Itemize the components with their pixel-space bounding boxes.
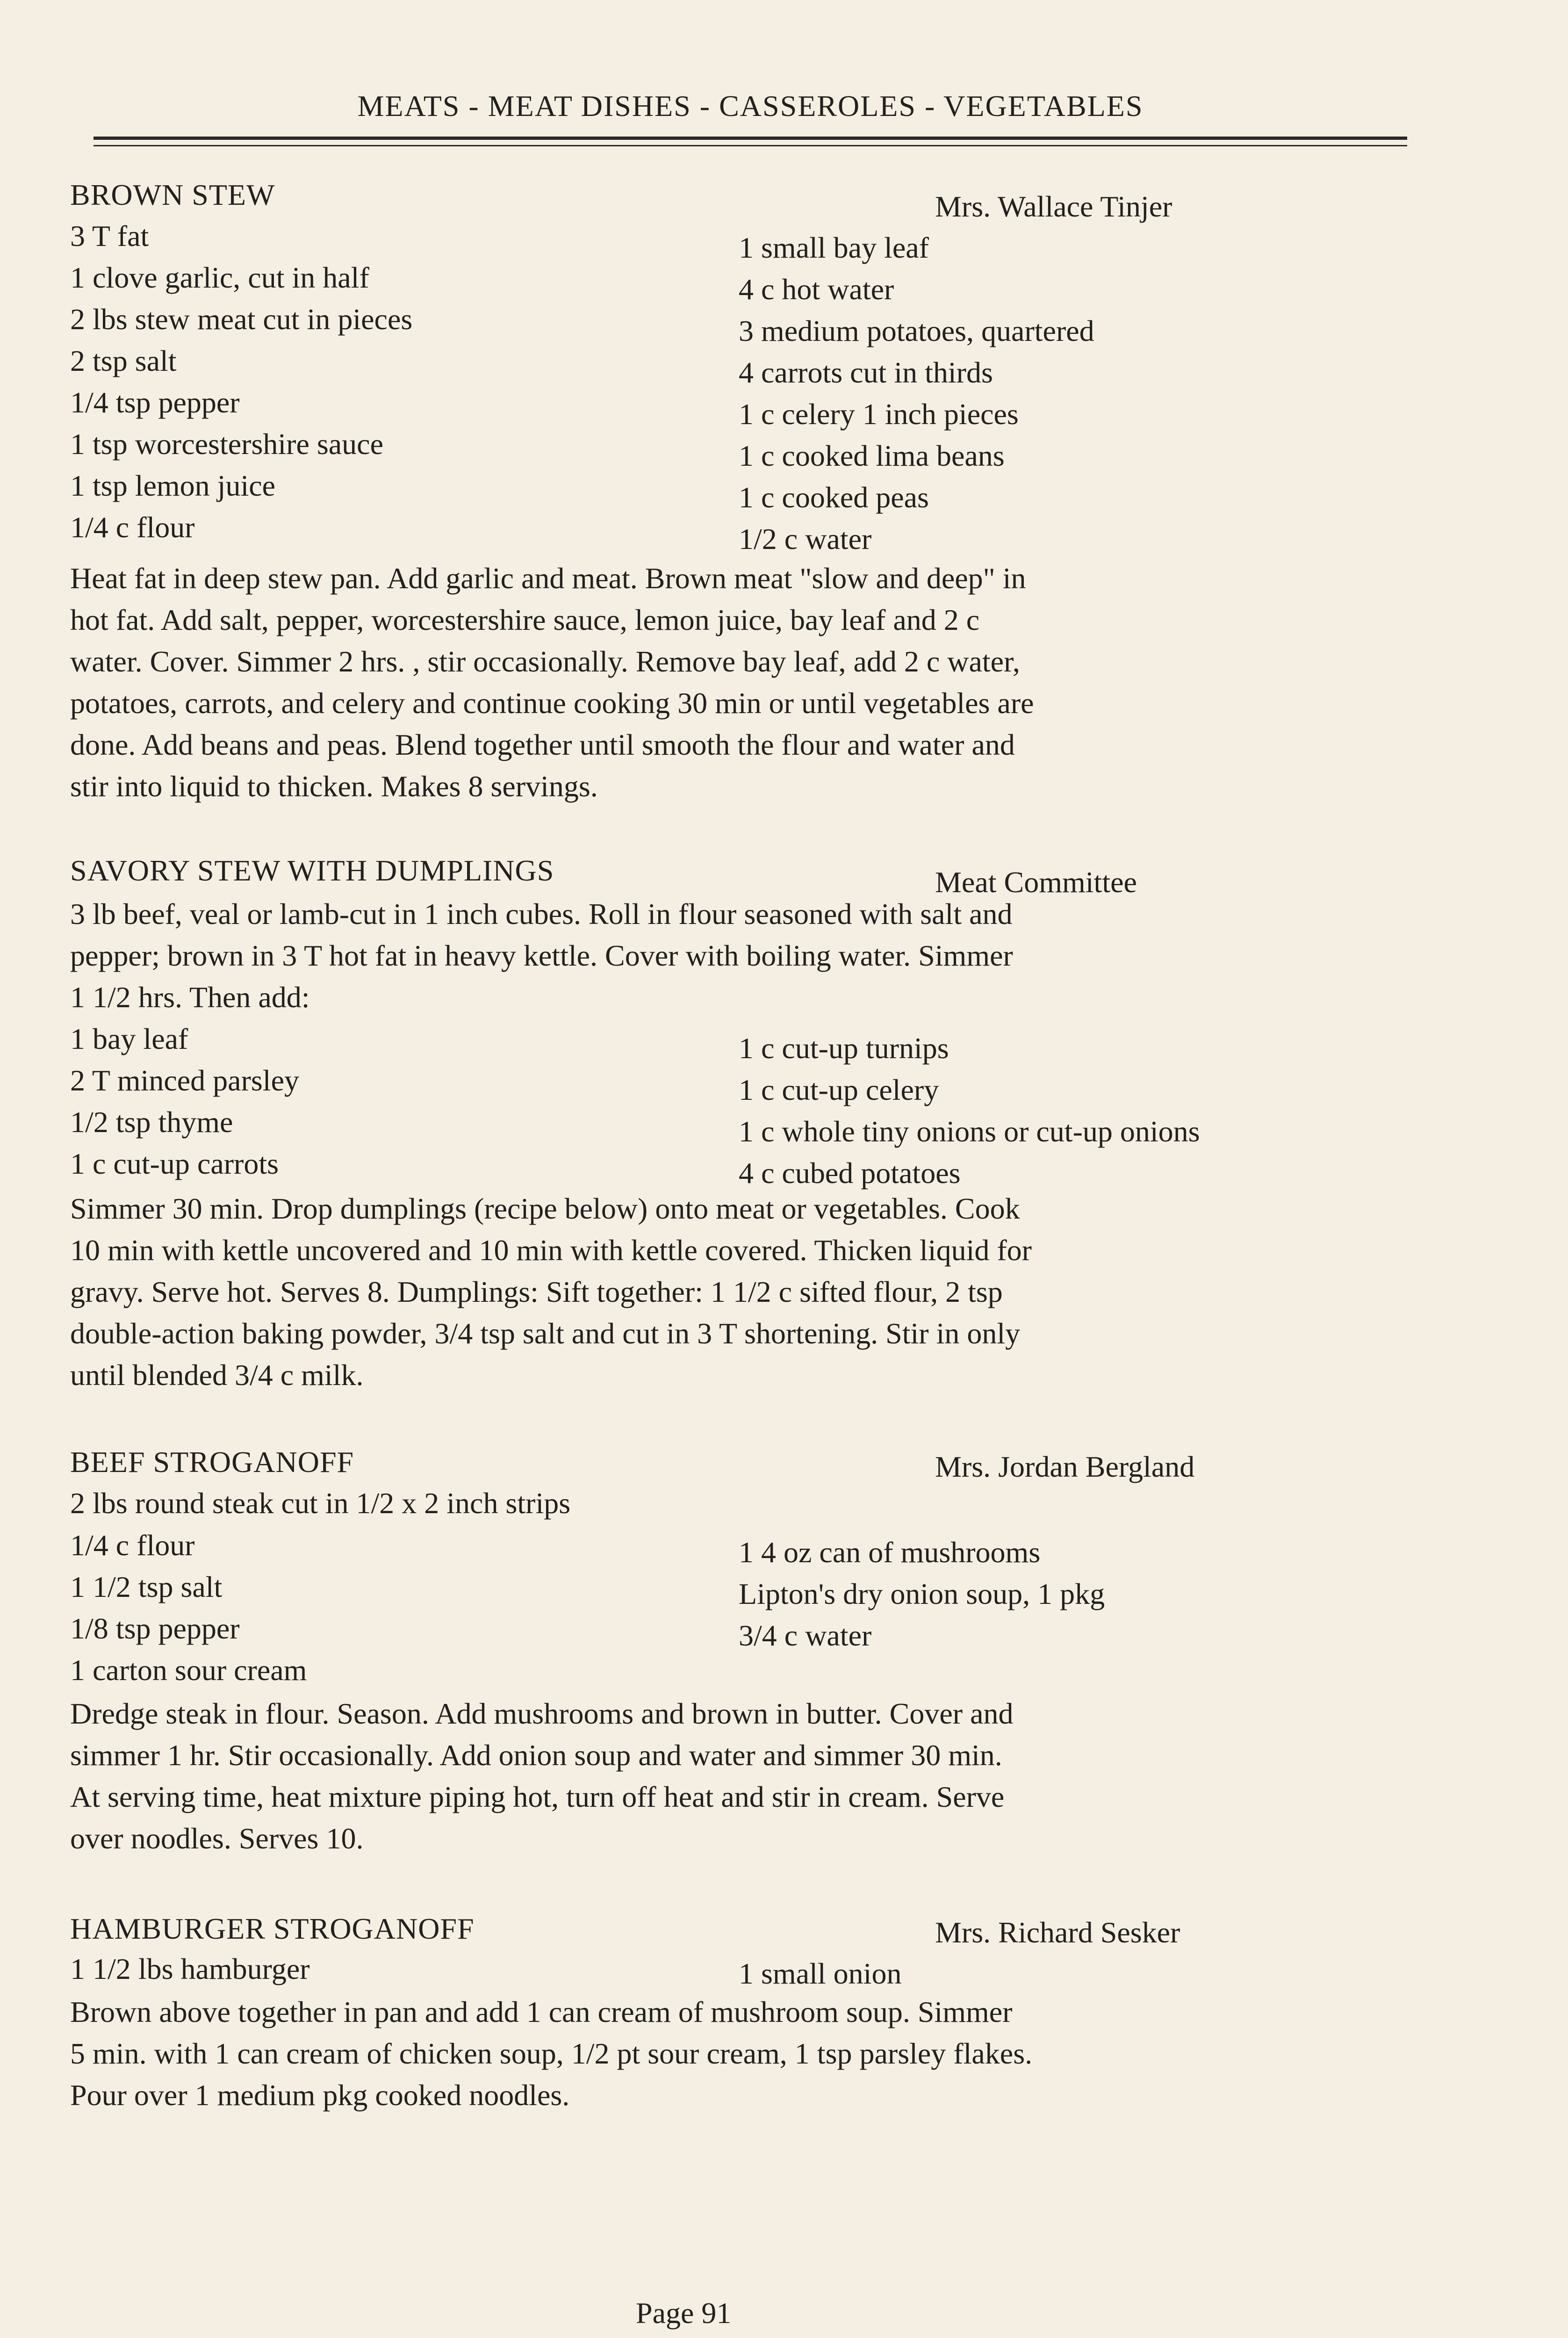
- directions-line: Heat fat in deep stew pan. Add garlic and meat. Brown meat "slow and deep" in: [70, 562, 1026, 595]
- recipe-title: HAMBURGER STROGANOFF: [70, 1912, 475, 1945]
- ingredient: 1 4 oz can of mushrooms: [739, 1536, 1041, 1569]
- ingredient: 3 T fat: [70, 219, 149, 253]
- recipe-author: Mrs. Wallace Tinjer: [935, 190, 1172, 223]
- page-header: MEATS - MEAT DISHES - CASSEROLES - VEGETABLES: [357, 89, 1144, 123]
- ingredient: Lipton's dry onion soup, 1 pkg: [739, 1577, 1105, 1610]
- ingredient: 1 c cut-up carrots: [70, 1147, 279, 1180]
- directions-line: At serving time, heat mixture piping hot, turn off heat and stir in cream. Serve: [70, 1780, 1005, 1813]
- intro-line: 2 lbs round steak cut in 1/2 x 2 inch strips: [70, 1487, 571, 1520]
- recipe-directions: [70, 1693, 1510, 1859]
- page-number: Page 91: [636, 2296, 732, 2330]
- ingredient: 2 T minced parsley: [70, 1064, 299, 1097]
- recipe-title: BROWN STEW: [70, 178, 275, 211]
- directions-line: Pour over 1 medium pkg cooked noodles.: [70, 2078, 570, 2112]
- ingredients-right: [739, 1531, 1105, 1656]
- directions-line: water. Cover. Simmer 2 hrs. , stir occasionally. Remove bay leaf, add 2 c water,: [70, 645, 1020, 678]
- recipe-title: BEEF STROGANOFF: [70, 1445, 354, 1479]
- recipe-intro: [70, 893, 1510, 1018]
- ingredient: 1 small bay leaf: [739, 231, 929, 264]
- ingredients-right: [739, 1027, 1200, 1194]
- ingredient: 1 c cut-up turnips: [739, 1032, 949, 1065]
- ingredients-right: [739, 1953, 901, 1994]
- recipe-intro: [70, 1482, 1510, 1524]
- recipe-author: Meat Committee: [935, 866, 1137, 899]
- ingredient: 1/2 tsp thyme: [70, 1105, 233, 1139]
- directions-line: simmer 1 hr. Stir occasionally. Add onion soup and water and simmer 30 min.: [70, 1739, 1002, 1772]
- directions-line: hot fat. Add salt, pepper, worcestershire sauce, lemon juice, bay leaf and 2 c: [70, 603, 980, 636]
- ingredient: 1 tsp lemon juice: [70, 469, 276, 502]
- ingredients-left: [70, 215, 412, 548]
- ingredient: 1/8 tsp pepper: [70, 1612, 240, 1645]
- ingredient: 1 c cooked peas: [739, 481, 929, 514]
- ingredient: 3 medium potatoes, quartered: [739, 314, 1094, 347]
- ingredients-left: [70, 1018, 299, 1184]
- ingredients-left: [70, 1948, 310, 1990]
- recipe-directions: [70, 1991, 1510, 2116]
- ingredient: 1/4 c flour: [70, 511, 195, 544]
- ingredient: 1/2 c water: [739, 522, 872, 556]
- directions-line: double-action baking powder, 3/4 tsp salt and cut in 3 T shortening. Stir in only: [70, 1317, 1021, 1350]
- ingredient: 4 carrots cut in thirds: [739, 356, 993, 389]
- ingredient: 4 c cubed potatoes: [739, 1156, 961, 1190]
- intro-line: 1 1/2 hrs. Then add:: [70, 981, 310, 1014]
- ingredient: 4 c hot water: [739, 273, 894, 306]
- ingredient: 1 1/2 lbs hamburger: [70, 1952, 310, 1985]
- ingredient: 1 c cooked lima beans: [739, 439, 1005, 472]
- directions-line: until blended 3/4 c milk.: [70, 1358, 364, 1392]
- ingredient: 1 c celery 1 inch pieces: [739, 397, 1019, 431]
- directions-line: gravy. Serve hot. Serves 8. Dumplings: Sift together: 1 1/2 c sifted flour, 2 tsp: [70, 1275, 1003, 1308]
- directions-line: Simmer 30 min. Drop dumplings (recipe below) onto meat or vegetables. Cook: [70, 1192, 1020, 1225]
- header-rule-thick: [94, 137, 1407, 140]
- recipe-title: SAVORY STEW WITH DUMPLINGS: [70, 854, 554, 887]
- header-rule-thin: [94, 145, 1407, 146]
- ingredient: 1 c whole tiny onions or cut-up onions: [739, 1115, 1200, 1148]
- intro-line: pepper; brown in 3 T hot fat in heavy kettle. Cover with boiling water. Simmer: [70, 939, 1013, 972]
- directions-line: stir into liquid to thicken. Makes 8 servings.: [70, 770, 598, 803]
- ingredient: 1 bay leaf: [70, 1022, 188, 1055]
- ingredient: 1 tsp worcestershire sauce: [70, 427, 383, 461]
- ingredients-right: [739, 227, 1094, 560]
- ingredient: 1/4 tsp pepper: [70, 386, 240, 419]
- directions-line: Dredge steak in flour. Season. Add mushrooms and brown in butter. Cover and: [70, 1697, 1014, 1730]
- recipe-directions: [70, 557, 1510, 807]
- ingredient: 1 c cut-up celery: [739, 1073, 939, 1106]
- ingredient: 1 small onion: [739, 1957, 902, 1990]
- ingredient: 1/4 c flour: [70, 1529, 195, 1562]
- recipe-author: Mrs. Richard Sesker: [935, 1916, 1180, 1949]
- directions-line: 10 min with kettle uncovered and 10 min with kettle covered. Thicken liquid for: [70, 1234, 1032, 1267]
- recipe-author: Mrs. Jordan Bergland: [935, 1450, 1195, 1483]
- ingredient: 1 carton sour cream: [70, 1653, 307, 1687]
- intro-line: 3 lb beef, veal or lamb-cut in 1 inch cubes. Roll in flour seasoned with salt and: [70, 897, 1013, 931]
- ingredient: 1 1/2 tsp salt: [70, 1570, 223, 1603]
- ingredient: 2 lbs stew meat cut in pieces: [70, 303, 413, 336]
- directions-line: over noodles. Serves 10.: [70, 1822, 364, 1855]
- directions-line: done. Add beans and peas. Blend together until smooth the flour and water and: [70, 728, 1015, 761]
- ingredient: 2 tsp salt: [70, 344, 177, 377]
- recipe-directions: [70, 1188, 1510, 1396]
- directions-line: Brown above together in pan and add 1 can cream of mushroom soup. Simmer: [70, 1995, 1013, 2028]
- ingredient: 1 clove garlic, cut in half: [70, 261, 369, 294]
- directions-line: 5 min. with 1 can cream of chicken soup, 1/2 pt sour cream, 1 tsp parsley flakes.: [70, 2037, 1033, 2070]
- directions-line: potatoes, carrots, and celery and continue cooking 30 min or until vegetables are: [70, 686, 1034, 720]
- ingredient: 3/4 c water: [739, 1619, 872, 1652]
- ingredients-left: [70, 1524, 307, 1691]
